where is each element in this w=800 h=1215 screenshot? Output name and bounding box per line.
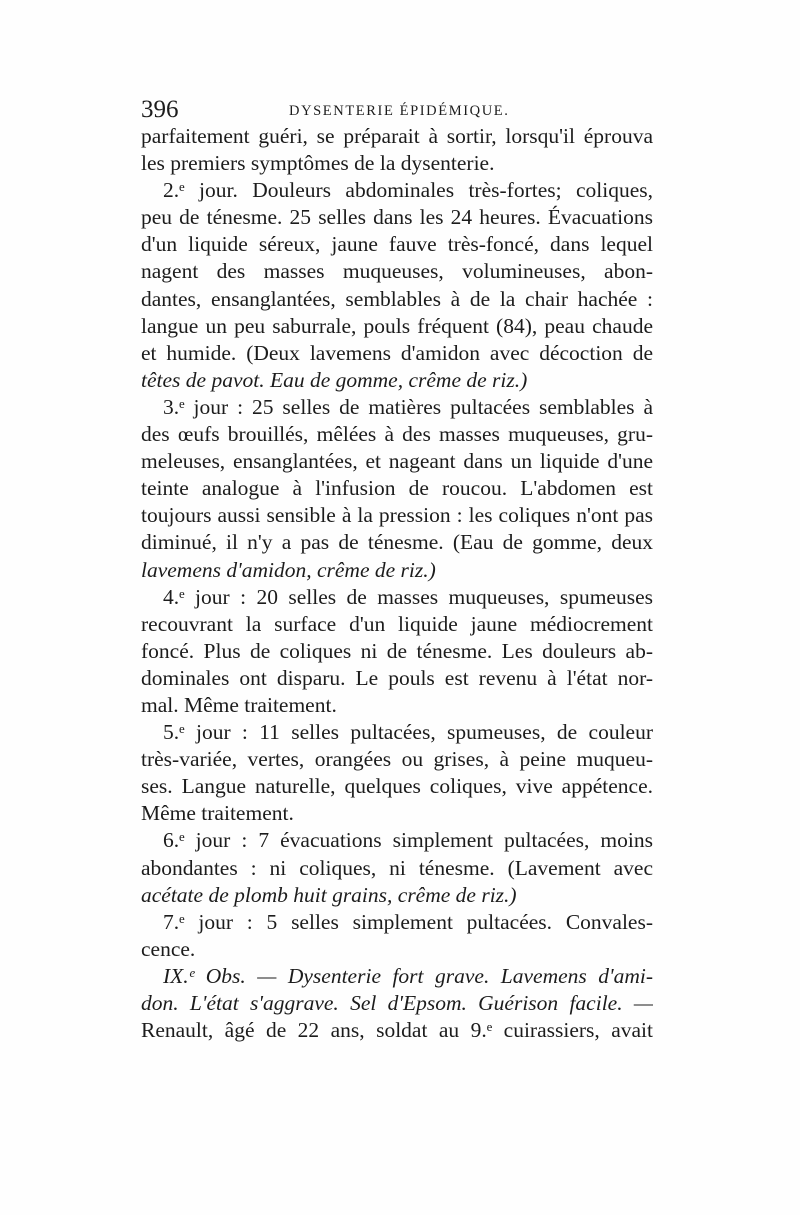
text-line: abondantes : ni coliques, ni ténesme. (Lavement avec (141, 855, 653, 880)
text-line: don. L'état s'aggrave. Sel d'Epsom. Guérison facile. — (141, 991, 653, 1015)
text-line: lavemens d'amidon, crême de riz.) (141, 557, 436, 582)
text-line: 4.ᵉ jour : 20 selles de masses muqueuses, spumeuses (163, 584, 653, 609)
text-line: IX.ᵉ Obs. — Dysenterie fort grave. Lavemens d'ami- (163, 963, 653, 988)
text-line: 5.ᵉ jour : 11 selles pultacées, spumeuses, de couleur (163, 720, 653, 745)
text-line: foncé. Plus de coliques ni de ténesme. Les douleurs ab- (141, 638, 653, 663)
text-line: toujours aussi sensible à la pression : les coliques n'ont pas (141, 503, 653, 528)
text-line: d'un liquide séreux, jaune fauve très-foncé, dans lequel (141, 232, 653, 257)
text-line: 2.ᵉ jour. Douleurs abdominales très-fortes; coliques, (163, 178, 653, 203)
text-line: très-variée, vertes, orangées ou grises, à peine muqueu- (141, 747, 653, 772)
text-line: nagent des masses muqueuses, volumineuses, abon- (141, 259, 653, 284)
body-text (141, 123, 653, 1044)
text-line: recouvrant la surface d'un liquide jaune médiocrement (141, 611, 653, 636)
text-line: langue un peu saburrale, pouls fréquent (84), peau chaude (141, 313, 653, 338)
text-line: mal. Même traitement. (141, 692, 337, 717)
text-line: 3.ᵉ jour : 25 selles de matières pultacées semblables à (163, 394, 653, 419)
text-line: Même traitement. (141, 801, 294, 826)
text-line: des œufs brouillés, mêlées à des masses muqueuses, gru- (141, 422, 653, 447)
text-line: acétate de plomb huit grains, crême de riz.) (141, 882, 517, 907)
text-line: teinte analogue à l'infusion de roucou. L'abdomen est (141, 476, 653, 501)
text-line: peu de ténesme. 25 selles dans les 24 heures. Évacuations (141, 205, 653, 230)
text-line: parfaitement guéri, se préparait à sortir, lorsqu'il éprouva (141, 124, 653, 148)
text-line: Renault, âgé de 22 ans, soldat au 9.ᵉ cuirassiers, avait (141, 1018, 653, 1043)
text-line: dominales ont disparu. Le pouls est revenu à l'état nor- (141, 665, 653, 690)
text-line: et humide. (Deux lavemens d'amidon avec décoction de (141, 340, 653, 365)
text-line: ses. Langue naturelle, quelques coliques, vive appétence. (141, 774, 653, 799)
text-line: les premiers symptômes de la dysenterie. (141, 151, 495, 176)
page-number: 396 (141, 96, 179, 123)
text-line: 6.ᵉ jour : 7 évacuations simplement pultacées, moins (163, 828, 653, 853)
text-line: cence. (141, 936, 196, 961)
text-line: têtes de pavot. Eau de gomme, crême de riz.) (141, 367, 528, 392)
running-head: DYSENTERIE ÉPIDÉMIQUE. (289, 103, 510, 119)
page-header (141, 97, 653, 123)
text-line: meleuses, ensanglantées, et nageant dans un liquide d'une (141, 449, 653, 474)
text-line: diminué, il n'y a pas de ténesme. (Eau de gomme, deux (141, 530, 653, 555)
text-line: 7.ᵉ jour : 5 selles simplement pultacées. Convales- (163, 909, 653, 934)
text-line: dantes, ensanglantées, semblables à de la chair hachée : (141, 286, 653, 311)
